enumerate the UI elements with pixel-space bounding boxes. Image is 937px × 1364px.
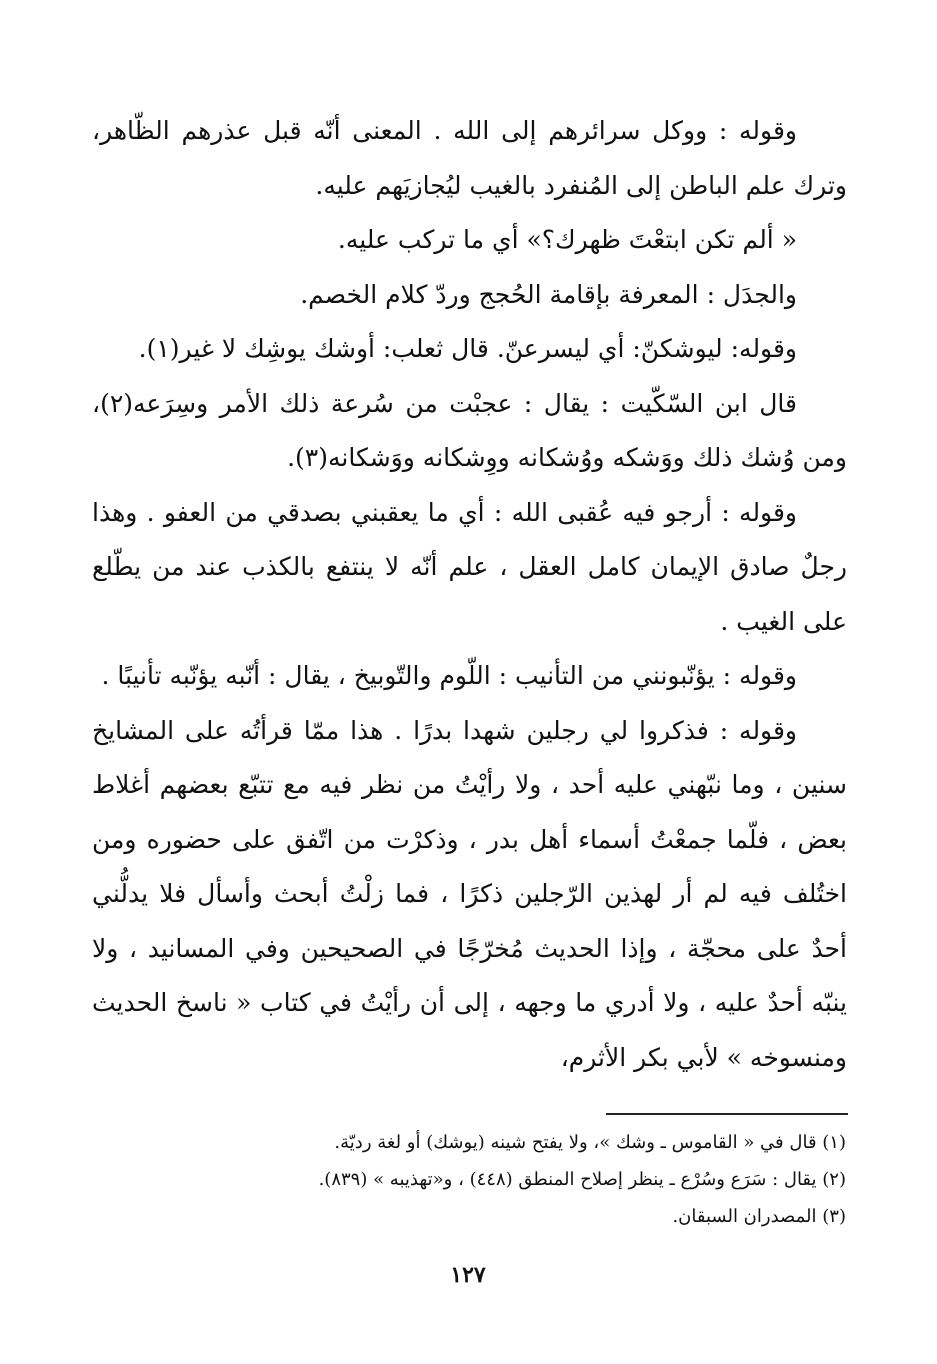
footnote: (١) قال في « القاموس ـ وشك »، ولا يفتح شينه (يوشك) أو لغة رديّة. (334, 1132, 846, 1153)
footnotes (180, 1124, 846, 1235)
page-number: ١٢٧ (450, 1262, 486, 1288)
footnote: (٢) يقال : سَرَع وسُرْع ـ ينظر إصلاح المنطق (٤٤٨) ، و«تهذيبه » (٨٣٩). (318, 1169, 846, 1190)
paragraph: وقوله : ووكل سرائرهم إلى الله . المعنى أنّه قبل عذرهم الظّاهر، وترك علم الباطن إلى المُنفرد بالغيب ليُجازيَهم عليه. (92, 116, 847, 200)
paragraph: والجدَل : المعرفة بإقامة الحُجج وردّ كلام الخصم. (300, 279, 797, 309)
paragraph: وقوله : فذكروا لي رجلين شهدا بدرًا . هذا ممّا قرأتُه على المشايخ سنين ، وما نبّهني عليه أحد ، ولا رأيْتُ من نظر فيه مع تتبّع بعضهم أغلاط بعض ، فلّما جمعْتُ أسماء أهل بدر ، وذكرْت من اتّفق على حضوره ومن اختُلف فيه لم أر لهذين الرّجلين ذكرًا ، فما زلْتُ أبحث وأسأل فلا يدلُّني أحدٌ على محجّة ، وإذا الحديث مُخرّجًا في الصحيحين وفي المسانيد ، ولا ينبّه أحدٌ عليه ، ولا أدري ما وجهه ، إلى أن رأيْتُ في كتاب « ناسخ الحديث ومنسوخه » لأبي بكر الأثرم، (92, 715, 847, 1072)
main-text (92, 104, 847, 1085)
paragraph: وقوله : أرجو فيه عُقبى الله : أي ما يعقبني بصدقي من العفو . وهذا رجلٌ صادق الإيمان كامل العقل ، علم أنّه لا ينتفع بالكذب عند من يطّلع على الغيب . (92, 497, 847, 636)
footnote: (٣) المصدران السبقان. (672, 1206, 846, 1227)
paragraph: قال ابن السّكّيت : يقال : عجبْت من سُرعة ذلك الأمر وسِرَعه(٢)، ومن وُشك ذلك ووَشكه ووُشكانه ووِشكانه ووَشكانه(٣). (92, 388, 847, 472)
paragraph: وقوله: ليوشكنّ: أي ليسرعنّ. قال ثعلب: أوشك يوشِك لا غير(١). (138, 334, 797, 363)
paragraph: وقوله : يؤنّبونني من التأنيب : اللّوم والتّوبيخ ، يقال : أنّبه يؤنّبه تأنيبًا . (101, 661, 797, 690)
paragraph: « ألم تكن ابتعْتَ ظهرك؟» أي ما تركب عليه. (337, 225, 797, 254)
footnote-divider (606, 1113, 848, 1115)
